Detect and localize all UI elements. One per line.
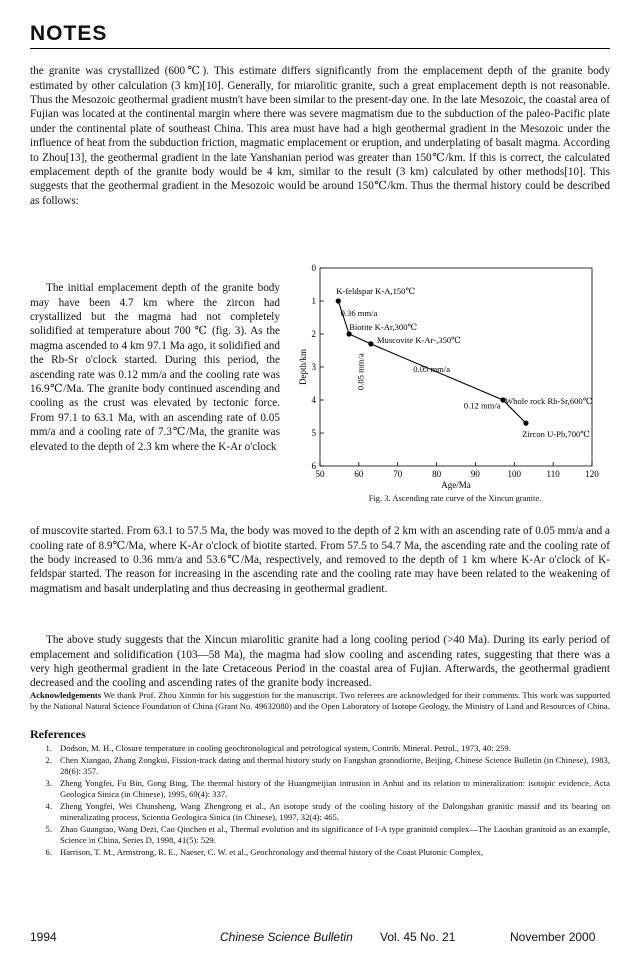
x-tick-label: 80: [432, 469, 442, 479]
page-number: 1994: [30, 930, 57, 944]
point-label: Muscovite K-Ar-,350℃: [376, 334, 461, 345]
y-axis-label: Depth/km: [298, 349, 308, 385]
references-heading: References: [30, 727, 86, 741]
volume-issue: Vol. 45 No. 21: [380, 930, 456, 944]
header-rule: [30, 48, 610, 49]
ascending-rate-chart: [300, 262, 610, 494]
segment-rate-label: 0.12 mm/a: [463, 400, 501, 411]
journal-name: Chinese Science Bulletin: [220, 930, 353, 944]
y-tick-label: 1: [311, 296, 316, 306]
acknowledgements-text: We thank Prof. Zhou Xinmin for his suggestion for the manuscript. Two referees are acknowledged for their comments. This work was supported by the National Natural Science Foundation of China (Grant No. 49632080) and the Open Laboratory of Isotope Geology, the Ministry of Land and Resources of China.: [30, 690, 610, 712]
x-axis-label: Age/Ma: [441, 480, 471, 490]
reference-number: 5.: [45, 824, 52, 834]
x-tick-label: 100: [507, 469, 522, 479]
reference-item: [30, 801, 610, 823]
reference-text: Zheng Yongfei, Fu Bin, Gong Bing, The thermal history of the Huangmeijian intrusion in Anhui and its relation to mineralization: isotopic evidence, Acta Geologica Sinica (in Chinese), 1995, 69(4): 337.: [60, 778, 610, 799]
x-tick-label: 110: [546, 469, 560, 479]
reference-number: 1.: [45, 743, 52, 753]
reference-text: Harrison, T. M., Armstrong, R. E., Naeser, C. W. et al., Geochronology and thermal history of the Coast Plutonic Complex,: [60, 847, 483, 857]
acknowledgements: [30, 690, 610, 712]
issue-date: November 2000: [510, 930, 596, 944]
reference-item: [30, 847, 610, 858]
point-label: Biotite K-Ar,300℃: [349, 322, 418, 332]
reference-number: 2.: [45, 755, 52, 765]
point-label: Zircon U-Pb,700℃: [522, 429, 590, 440]
references-list: [30, 743, 610, 859]
point-label: Whole rock Rb-Sr,600℃: [505, 396, 593, 406]
segment-rate-label: 0.36 mm/a: [340, 307, 378, 318]
reference-number: 4.: [45, 801, 52, 811]
x-tick-label: 90: [470, 469, 480, 479]
body-paragraph-2: The initial emplacement depth of the granite body may have been 4.7 km where the zircon had crystallized but the magma had not completely solidified at temperature about 700 ℃ (fig. 3). As the magma ascended to 4 km 97.1 Ma ago, it solidified and the Rb-Sr o'clock started. During this period, the ascending rate was 0.12 mm/a and the cooling rate was 16.9℃/Ma. The granite body continued ascending and cooling as the crust was elevated by tectonic force. From 97.1 to 63.1 Ma, with an ascending rate of 0.05 mm/a and a cooling rate of 7.3℃/Ma, the granite was elevated to the depth of 2.3 km where the K-Ar o'clock: [30, 282, 280, 453]
point-label: K-feldspar K-A,150℃: [336, 286, 416, 296]
x-tick-label: 50: [315, 469, 325, 479]
data-point: [347, 331, 352, 336]
body-paragraph-4: The above study suggests that the Xincun miarolitic granite had a long cooling period (>40 Ma). During its early period of emplacement and solidification (103—58 Ma), the magma had slow cooling and ascending rates, suggesting that there was a very high geothermal gradient in the late Cretaceous Period in the coastal area of Fujian. Afterwards, the geothermal gradient decreased and the cooling and ascending rates of the granite body increased.: [30, 634, 610, 690]
y-tick-label: 0: [311, 263, 316, 273]
segment-rate-label: 0.05 mm/a: [413, 363, 451, 374]
reference-item: [30, 755, 610, 777]
y-tick-label: 4: [311, 395, 316, 405]
reference-item: [30, 778, 610, 800]
reference-text: Chen Xiangao, Zhang Zongkui, Fission-track dating and thermal history study on Fangshan granodiorite, Beijing, Chinese Science Bulletin (in Chinese), 1983, 28(6): 357.: [60, 755, 610, 776]
reference-number: 6.: [45, 847, 52, 857]
reference-item: [30, 824, 610, 846]
y-tick-label: 5: [311, 428, 316, 438]
data-point: [523, 421, 528, 426]
reference-number: 3.: [45, 778, 52, 788]
reference-text: Dodson, M. H., Closure temperature in cooling geochronological and petrological system, Contrib. Mineral. Petrol., 1973, 40: 259.: [60, 743, 511, 753]
x-tick-label: 120: [585, 469, 599, 479]
x-tick-label: 70: [393, 469, 403, 479]
figure-caption: Fig. 3. Ascending rate curve of the Xincun granite.: [368, 493, 542, 503]
section-title: NOTES: [30, 22, 108, 45]
y-tick-label: 2: [311, 329, 316, 339]
acknowledgements-label: Acknowledgements: [30, 690, 102, 700]
y-tick-label: 3: [311, 362, 316, 372]
body-paragraph-1: the granite was crystallized (600℃). This estimate differs significantly from the emplacement depth of the granite body estimated by other calculation (3 km)[10]. Generally, for miarolitic granite, such a great emplacement depth is not reasonable. Thus the Mesozoic geothermal gradient mustn't have been similar to the present-day one. In the late Mesozoic, the coastal area of Fujian was located at the continental margin where there was severe magmatism due to the subduction of the paleo-Pacific plate under the continental plate of southeast China. This area must have had a high geothermal gradient in the Mesozoic under the influence of heat from the subduction friction, magmatic emplacement or eruption, and underplating of basalt magma. According to Zhou[13], the geothermal gradient in the late Yanshanian period was greater than 150℃/km. If this is correct, the calculated emplacement depth of the granite body would be 4 km, similar to the result (3 km) calculated by other methods[10]. This suggests that the geothermal gradient in the Mesozoic would be around 150℃/km. Thus the thermal history could be described as follows:: [30, 65, 610, 207]
segment-rate-label: 0.05 mm/a: [355, 353, 366, 391]
data-point: [368, 341, 373, 346]
y-tick-label: 6: [311, 461, 316, 471]
reference-item: [30, 743, 610, 754]
body-paragraph-3: of muscovite started. From 63.1 to 57.5 Ma, the body was moved to the depth of 2 km with an ascending rate of 0.05 mm/a and a cooling rate of 8.9℃/Ma, where K-Ar o'clock of biotite started. From 57.5 to 54.7 Ma, the ascending rate and the cooling rate of the body increased to 0.36 mm/a and 53.6℃/Ma, respectively, and removed to the depth of 1 km where K-Ar o'clock of K-feldspar started. The reason for increasing in the ascending rate and the cooling rate may have been related to the weakening of magmatism and basalt underplating and thus decreasing in geothermal gradient.: [30, 525, 610, 595]
reference-text: Zhao Guangtao, Wang Dezi, Cao Qinchen et al., Thermal evolution and its significance of I-A type granitoid complex—The Laoshan granitoid as an example, Science in China, Series D, 1998, 41(5): 529.: [60, 824, 610, 845]
reference-text: Zheng Yongfei, Wei Chunsheng, Wang Zhengrong et al., An isotope study of the cooling history of the Dalongshan granitic massif and its bearing on mineralizating process, Scientia Geologica Sinica (in Chinese), 1997, 32(4): 465.: [60, 801, 610, 822]
data-point: [336, 298, 341, 303]
x-tick-label: 60: [354, 469, 364, 479]
